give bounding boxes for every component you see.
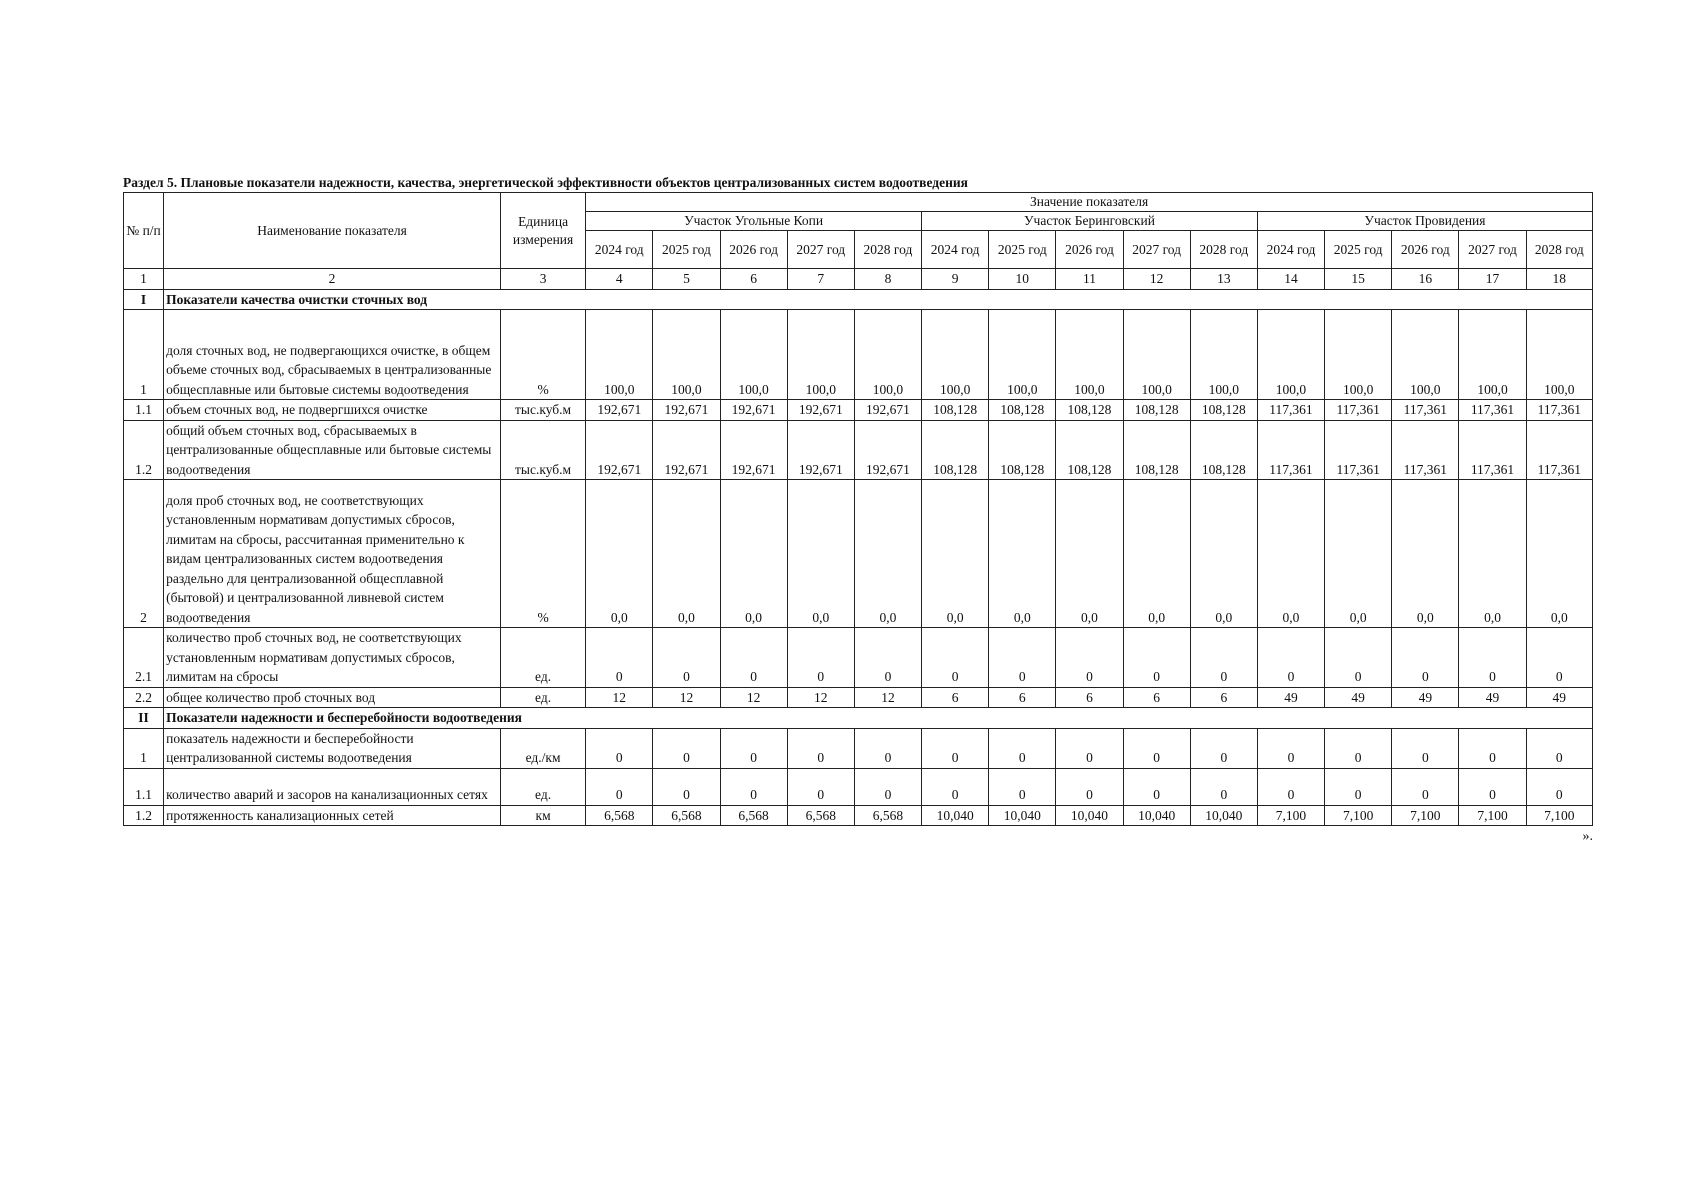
row-number: I (124, 289, 164, 310)
value-cell: 100,0 (1526, 310, 1592, 400)
value-cell: 0 (720, 628, 787, 688)
row-number: 2.2 (124, 687, 164, 708)
value-cell: 6 (1056, 687, 1123, 708)
value-cell: 0 (1459, 768, 1526, 805)
value-cell: 7,100 (1325, 805, 1392, 826)
value-cell: 49 (1325, 687, 1392, 708)
value-cell: 12 (586, 687, 653, 708)
row-number: 1 (124, 728, 164, 768)
header-year: 2025 год (653, 231, 720, 269)
value-cell: 100,0 (653, 310, 720, 400)
header-year: 2027 год (787, 231, 854, 269)
column-number: 12 (1123, 269, 1190, 290)
value-cell: 0 (922, 628, 989, 688)
indicator-unit: тыс.куб.м (500, 400, 585, 421)
indicator-name: количество аварий и засоров на канализационных сетях (164, 768, 501, 805)
value-cell: 117,361 (1392, 400, 1459, 421)
value-cell: 100,0 (1325, 310, 1392, 400)
header-year: 2025 год (1325, 231, 1392, 269)
value-cell: 0 (989, 628, 1056, 688)
value-cell: 0 (1325, 728, 1392, 768)
value-cell: 0,0 (1325, 480, 1392, 628)
table-row (124, 400, 1593, 421)
value-cell: 100,0 (922, 310, 989, 400)
value-cell: 0 (1190, 768, 1257, 805)
value-cell: 0 (1190, 628, 1257, 688)
value-cell: 192,671 (854, 400, 921, 421)
indicator-unit: тыс.куб.м (500, 420, 585, 480)
value-cell: 0,0 (1190, 480, 1257, 628)
value-cell: 10,040 (1123, 805, 1190, 826)
indicator-unit: ед. (500, 687, 585, 708)
value-cell: 0,0 (1056, 480, 1123, 628)
indicator-name: доля сточных вод, не подвергающихся очистке, в общем объеме сточных вод, сбрасываемых в централизованные общесплавные или бытовые системы водоотведения (164, 310, 501, 400)
column-number: 8 (854, 269, 921, 290)
table-row (124, 805, 1593, 826)
header-year: 2028 год (1526, 231, 1592, 269)
value-cell: 10,040 (922, 805, 989, 826)
value-cell: 12 (720, 687, 787, 708)
column-number: 13 (1190, 269, 1257, 290)
value-cell: 108,128 (1190, 420, 1257, 480)
indicator-unit: км (500, 805, 585, 826)
column-number: 6 (720, 269, 787, 290)
value-cell: 117,361 (1459, 420, 1526, 480)
section-title: Раздел 5. Плановые показатели надежности, качества, энергетической эффективности объектов централизованных систем водоотведения (123, 175, 968, 190)
column-number: 4 (586, 269, 653, 290)
value-cell: 0,0 (653, 480, 720, 628)
section-heading: Показатели надежности и бесперебойности водоотведения (164, 708, 1593, 729)
value-cell: 6 (1190, 687, 1257, 708)
row-number: 1 (124, 310, 164, 400)
value-cell: 0,0 (989, 480, 1056, 628)
value-cell: 108,128 (1190, 400, 1257, 421)
value-cell: 0 (653, 768, 720, 805)
value-cell: 100,0 (1257, 310, 1324, 400)
value-cell: 108,128 (1056, 420, 1123, 480)
value-cell: 0 (854, 628, 921, 688)
column-number: 1 (124, 269, 164, 290)
value-cell: 10,040 (989, 805, 1056, 826)
indicator-unit: ед. (500, 768, 585, 805)
header-year: 2026 год (720, 231, 787, 269)
table-row (124, 768, 1593, 805)
value-cell: 6 (1123, 687, 1190, 708)
value-cell: 0 (1526, 768, 1592, 805)
value-cell: 0 (720, 768, 787, 805)
value-cell: 7,100 (1257, 805, 1324, 826)
value-cell: 0,0 (1526, 480, 1592, 628)
value-cell: 0,0 (720, 480, 787, 628)
value-cell: 0 (586, 768, 653, 805)
value-cell: 100,0 (1190, 310, 1257, 400)
value-cell: 0 (720, 728, 787, 768)
value-cell: 192,671 (653, 400, 720, 421)
indicator-name: протяженность канализационных сетей (164, 805, 501, 826)
value-cell: 0 (787, 768, 854, 805)
row-number: 1.1 (124, 400, 164, 421)
value-cell: 0 (1392, 728, 1459, 768)
column-number: 16 (1392, 269, 1459, 290)
value-cell: 117,361 (1459, 400, 1526, 421)
value-cell: 100,0 (720, 310, 787, 400)
section-heading: Показатели качества очистки сточных вод (164, 289, 1593, 310)
value-cell: 0 (653, 628, 720, 688)
column-number: 11 (1056, 269, 1123, 290)
value-cell: 117,361 (1257, 420, 1324, 480)
value-cell: 10,040 (1190, 805, 1257, 826)
column-number: 10 (989, 269, 1056, 290)
table-row (124, 420, 1593, 480)
header-num: № п/п (124, 193, 164, 269)
indicator-name: показатель надежности и бесперебойности централизованной системы водоотведения (164, 728, 501, 768)
value-cell: 0 (1056, 628, 1123, 688)
value-cell: 0,0 (1257, 480, 1324, 628)
value-cell: 49 (1459, 687, 1526, 708)
value-cell: 117,361 (1325, 420, 1392, 480)
indicator-name: объем сточных вод, не подвергшихся очистке (164, 400, 501, 421)
value-cell: 6,568 (653, 805, 720, 826)
section-row (124, 708, 1593, 729)
column-number: 2 (164, 269, 501, 290)
value-cell: 100,0 (1056, 310, 1123, 400)
indicator-unit: % (500, 480, 585, 628)
table-row (124, 628, 1593, 688)
value-cell: 100,0 (1459, 310, 1526, 400)
value-cell: 0 (1190, 728, 1257, 768)
value-cell: 100,0 (854, 310, 921, 400)
value-cell: 0,0 (1392, 480, 1459, 628)
value-cell: 117,361 (1325, 400, 1392, 421)
value-cell: 0 (1325, 628, 1392, 688)
row-number: 1.2 (124, 420, 164, 480)
value-cell: 12 (653, 687, 720, 708)
value-cell: 0 (1123, 768, 1190, 805)
value-cell: 192,671 (586, 420, 653, 480)
column-number: 17 (1459, 269, 1526, 290)
value-cell: 108,128 (989, 400, 1056, 421)
value-cell: 7,100 (1459, 805, 1526, 826)
value-cell: 0 (989, 728, 1056, 768)
value-cell: 108,128 (922, 400, 989, 421)
value-cell: 192,671 (787, 420, 854, 480)
value-cell: 117,361 (1392, 420, 1459, 480)
column-number: 18 (1526, 269, 1592, 290)
value-cell: 0 (787, 728, 854, 768)
value-cell: 6,568 (586, 805, 653, 826)
value-cell: 0 (1459, 728, 1526, 768)
column-number: 9 (922, 269, 989, 290)
value-cell: 12 (787, 687, 854, 708)
column-number: 14 (1257, 269, 1324, 290)
value-cell: 0 (1056, 768, 1123, 805)
value-cell: 0 (1392, 768, 1459, 805)
table-row (124, 728, 1593, 768)
value-cell: 0 (1392, 628, 1459, 688)
header-year: 2025 год (989, 231, 1056, 269)
value-cell: 6 (922, 687, 989, 708)
value-cell: 0,0 (1459, 480, 1526, 628)
value-cell: 49 (1257, 687, 1324, 708)
value-cell: 49 (1392, 687, 1459, 708)
table-row (124, 310, 1593, 400)
header-group-beringovsky: Участок Беринговский (922, 212, 1258, 231)
value-cell: 0 (1257, 728, 1324, 768)
header-year: 2027 год (1459, 231, 1526, 269)
value-cell: 100,0 (1392, 310, 1459, 400)
value-cell: 0 (989, 768, 1056, 805)
indicator-name: доля проб сточных вод, не соответствующих установленным нормативам допустимых сбросов, лимитам на сбросы, рассчитанная применительно к видам централизованных систем водоотведения раздельно для централизованной общесплавной (бытовой) и централизованной ливневой систем водоотведения (164, 480, 501, 628)
header-year: 2024 год (922, 231, 989, 269)
value-cell: 100,0 (787, 310, 854, 400)
value-cell: 0 (854, 728, 921, 768)
value-cell: 7,100 (1526, 805, 1592, 826)
value-cell: 108,128 (1123, 400, 1190, 421)
indicator-name: общий объем сточных вод, сбрасываемых в централизованные общесплавные или бытовые системы водоотведения (164, 420, 501, 480)
header-year: 2027 год (1123, 231, 1190, 269)
value-cell: 0 (1257, 628, 1324, 688)
document-sheet (123, 175, 1593, 844)
value-cell: 0 (1257, 768, 1324, 805)
value-cell: 6,568 (854, 805, 921, 826)
indicator-name: общее количество проб сточных вод (164, 687, 501, 708)
value-cell: 108,128 (989, 420, 1056, 480)
value-cell: 0 (1056, 728, 1123, 768)
column-number: 3 (500, 269, 585, 290)
header-name: Наименование показателя (164, 193, 501, 269)
value-cell: 100,0 (989, 310, 1056, 400)
section-row (124, 289, 1593, 310)
value-cell: 192,671 (787, 400, 854, 421)
column-number: 5 (653, 269, 720, 290)
value-cell: 0,0 (586, 480, 653, 628)
indicators-table (123, 192, 1593, 826)
header-group-ugolnye-kopi: Участок Угольные Копи (586, 212, 922, 231)
value-cell: 0 (586, 728, 653, 768)
value-cell: 0 (1123, 728, 1190, 768)
value-cell: 117,361 (1257, 400, 1324, 421)
header-year: 2026 год (1392, 231, 1459, 269)
value-cell: 0,0 (787, 480, 854, 628)
value-cell: 0 (653, 728, 720, 768)
row-number: 2.1 (124, 628, 164, 688)
row-number: 1.2 (124, 805, 164, 826)
column-number: 15 (1325, 269, 1392, 290)
value-cell: 192,671 (586, 400, 653, 421)
value-cell: 6 (989, 687, 1056, 708)
header-value: Значение показателя (586, 193, 1593, 212)
value-cell: 0 (922, 768, 989, 805)
value-cell: 0 (854, 768, 921, 805)
header-group-providenia: Участок Провидения (1257, 212, 1592, 231)
value-cell: 192,671 (854, 420, 921, 480)
value-cell: 192,671 (720, 400, 787, 421)
value-cell: 0,0 (854, 480, 921, 628)
value-cell: 0,0 (1123, 480, 1190, 628)
value-cell: 192,671 (720, 420, 787, 480)
closing-quote-mark: ». (1582, 829, 1593, 844)
value-cell: 0,0 (922, 480, 989, 628)
value-cell: 0 (586, 628, 653, 688)
table-row (124, 480, 1593, 628)
indicator-name: количество проб сточных вод, не соответствующих установленным нормативам допустимых сбросов, лимитам на сбросы (164, 628, 501, 688)
table-row (124, 687, 1593, 708)
row-number: 1.1 (124, 768, 164, 805)
value-cell: 0 (1123, 628, 1190, 688)
value-cell: 0 (1526, 628, 1592, 688)
value-cell: 6,568 (720, 805, 787, 826)
header-year: 2028 год (1190, 231, 1257, 269)
value-cell: 108,128 (1123, 420, 1190, 480)
value-cell: 0 (1325, 768, 1392, 805)
value-cell: 100,0 (1123, 310, 1190, 400)
header-year: 2024 год (1257, 231, 1324, 269)
value-cell: 12 (854, 687, 921, 708)
value-cell: 6,568 (787, 805, 854, 826)
indicator-unit: ед./км (500, 728, 585, 768)
value-cell: 108,128 (922, 420, 989, 480)
header-year: 2024 год (586, 231, 653, 269)
value-cell: 100,0 (586, 310, 653, 400)
value-cell: 117,361 (1526, 420, 1592, 480)
value-cell: 0 (787, 628, 854, 688)
value-cell: 49 (1526, 687, 1592, 708)
header-year: 2028 год (854, 231, 921, 269)
header-year: 2026 год (1056, 231, 1123, 269)
value-cell: 117,361 (1526, 400, 1592, 421)
indicator-unit: % (500, 310, 585, 400)
value-cell: 7,100 (1392, 805, 1459, 826)
indicator-unit: ед. (500, 628, 585, 688)
value-cell: 0 (922, 728, 989, 768)
value-cell: 10,040 (1056, 805, 1123, 826)
value-cell: 108,128 (1056, 400, 1123, 421)
row-number: II (124, 708, 164, 729)
value-cell: 0 (1459, 628, 1526, 688)
header-unit: Единица измерения (500, 193, 585, 269)
value-cell: 192,671 (653, 420, 720, 480)
row-number: 2 (124, 480, 164, 628)
value-cell: 0 (1526, 728, 1592, 768)
column-number: 7 (787, 269, 854, 290)
